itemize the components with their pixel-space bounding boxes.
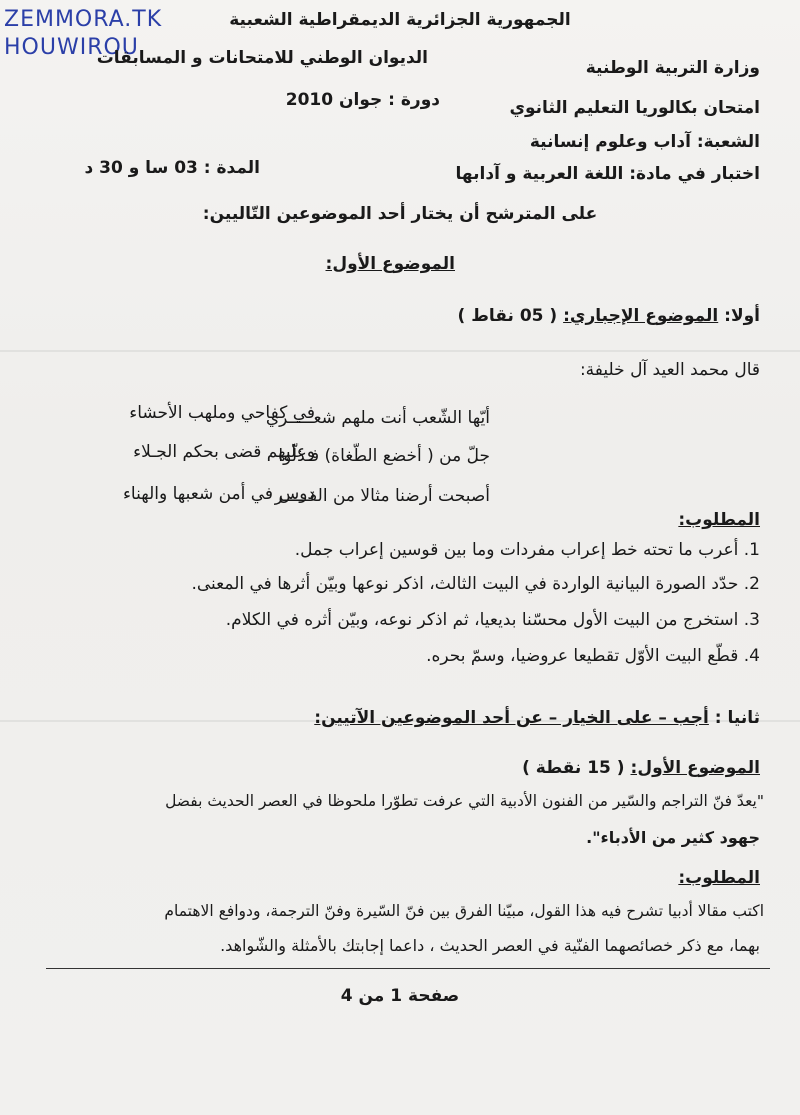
verse-3-ajuz: دوس في أمن شعبها والهناء — [122, 484, 315, 504]
quote-line-2: جهود كثير من الأدباء". — [586, 828, 760, 847]
part-2-heading — [314, 708, 760, 728]
exam-name: امتحان بكالوريا التعليم الثانوي — [509, 98, 760, 118]
part-1-points: ( 05 نقاط ) — [457, 306, 558, 326]
question-1: 1. أعرب ما تحته خط إعراب مفردات وما بين قوسين إعراب جمل. — [294, 540, 760, 560]
question-2: 2. حدّد الصورة البيانية الواردة في البيت الثالث، اذكر نوعها وبيّن أثرها في المعنى. — [191, 574, 760, 594]
part-1-heading — [458, 306, 760, 326]
mandatory-topic-label: الموضوع الإجباري: — [563, 306, 719, 326]
exam-branch: الشعبة: آداب وعلوم إنسانية — [529, 132, 760, 152]
part-1-number: أولا: — [724, 306, 760, 326]
verse-1-sadr-text: أيّها الشّعب أنت ملهم شعـــــري — [265, 408, 490, 428]
watermark-line-2: HOUWIROU — [4, 35, 139, 60]
instruction: على المترشح أن يختار أحد الموضوعين التّاليين: — [202, 204, 598, 224]
page-number: صفحة 1 من 4 — [340, 986, 460, 1006]
poet-intro: قال محمد العيد آل خليفة: — [579, 360, 760, 380]
required-label-2: المطلوب: — [678, 868, 760, 888]
question-4: 4. قطّع البيت الأوّل تقطيعا عروضيا، وسمّ بحره. — [426, 646, 760, 666]
exam-duration: المدة : 03 سا و 30 د — [84, 158, 260, 178]
verse-3-sadr: أصبحت أرضنا مثالا من الفـــــر — [274, 486, 490, 506]
quote-line-1: "يعدّ فنّ التراجم والسّير من الفنون الأدبية التي عرفت تطوّرا ملحوظا في العصر الحديث بفضل — [165, 792, 764, 810]
part-2-number: ثانيا : — [714, 708, 760, 728]
question-3: 3. استخرج من البيت الأول محسّنا بديعيا، ثم اذكر نوعه، وبيّن أثره في الكلام. — [225, 610, 760, 630]
exams-office: الديوان الوطني للامتحانات و المسابقات — [96, 48, 428, 68]
subtopic-1-points: ( 15 نقطة ) — [522, 758, 625, 778]
republic-title: الجمهورية الجزائرية الديمقراطية الشعبية — [229, 10, 571, 30]
paper-fold — [0, 350, 800, 352]
part-2-instruction: أجب – على الخيار – عن أحد الموضوعين الآتيين: — [314, 708, 709, 728]
watermark-line-1: ZEMMORA.TK — [4, 7, 163, 32]
verse-2-sadr: جلّ من ( أخضع الطّغاة) فـذلّوا — [278, 446, 490, 466]
subtopic-1-title: الموضوع الأول: — [630, 758, 760, 778]
task-line-2: بهما، مع ذكر خصائصهما الفنّية في العصر الحديث ، داعما إجابتك بالأمثلة والشّواهد. — [220, 936, 760, 955]
subtopic-1-heading — [522, 758, 760, 778]
verse-2-ajuz: وعليهم قضى بحكم الجـلاء — [133, 442, 315, 462]
topic-1-title: الموضوع الأول: — [325, 254, 455, 274]
exam-session: دورة : جوان 2010 — [285, 90, 440, 110]
exam-subject: اختبار في مادة: اللغة العربية و آدابها — [455, 164, 760, 184]
verse-1-ajuz: في كفاحي وملهب الأحشاء — [129, 403, 315, 423]
ministry-name: وزارة التربية الوطنية — [585, 58, 760, 78]
required-label: المطلوب: — [678, 510, 760, 530]
task-line-1: اكتب مقالا أدبيا تشرح فيه هذا القول، مبيّنا الفرق بين فنّ السّيرة وفنّ الترجمة، ودوافع الاهتمام — [164, 902, 764, 920]
footer-divider — [46, 968, 770, 969]
